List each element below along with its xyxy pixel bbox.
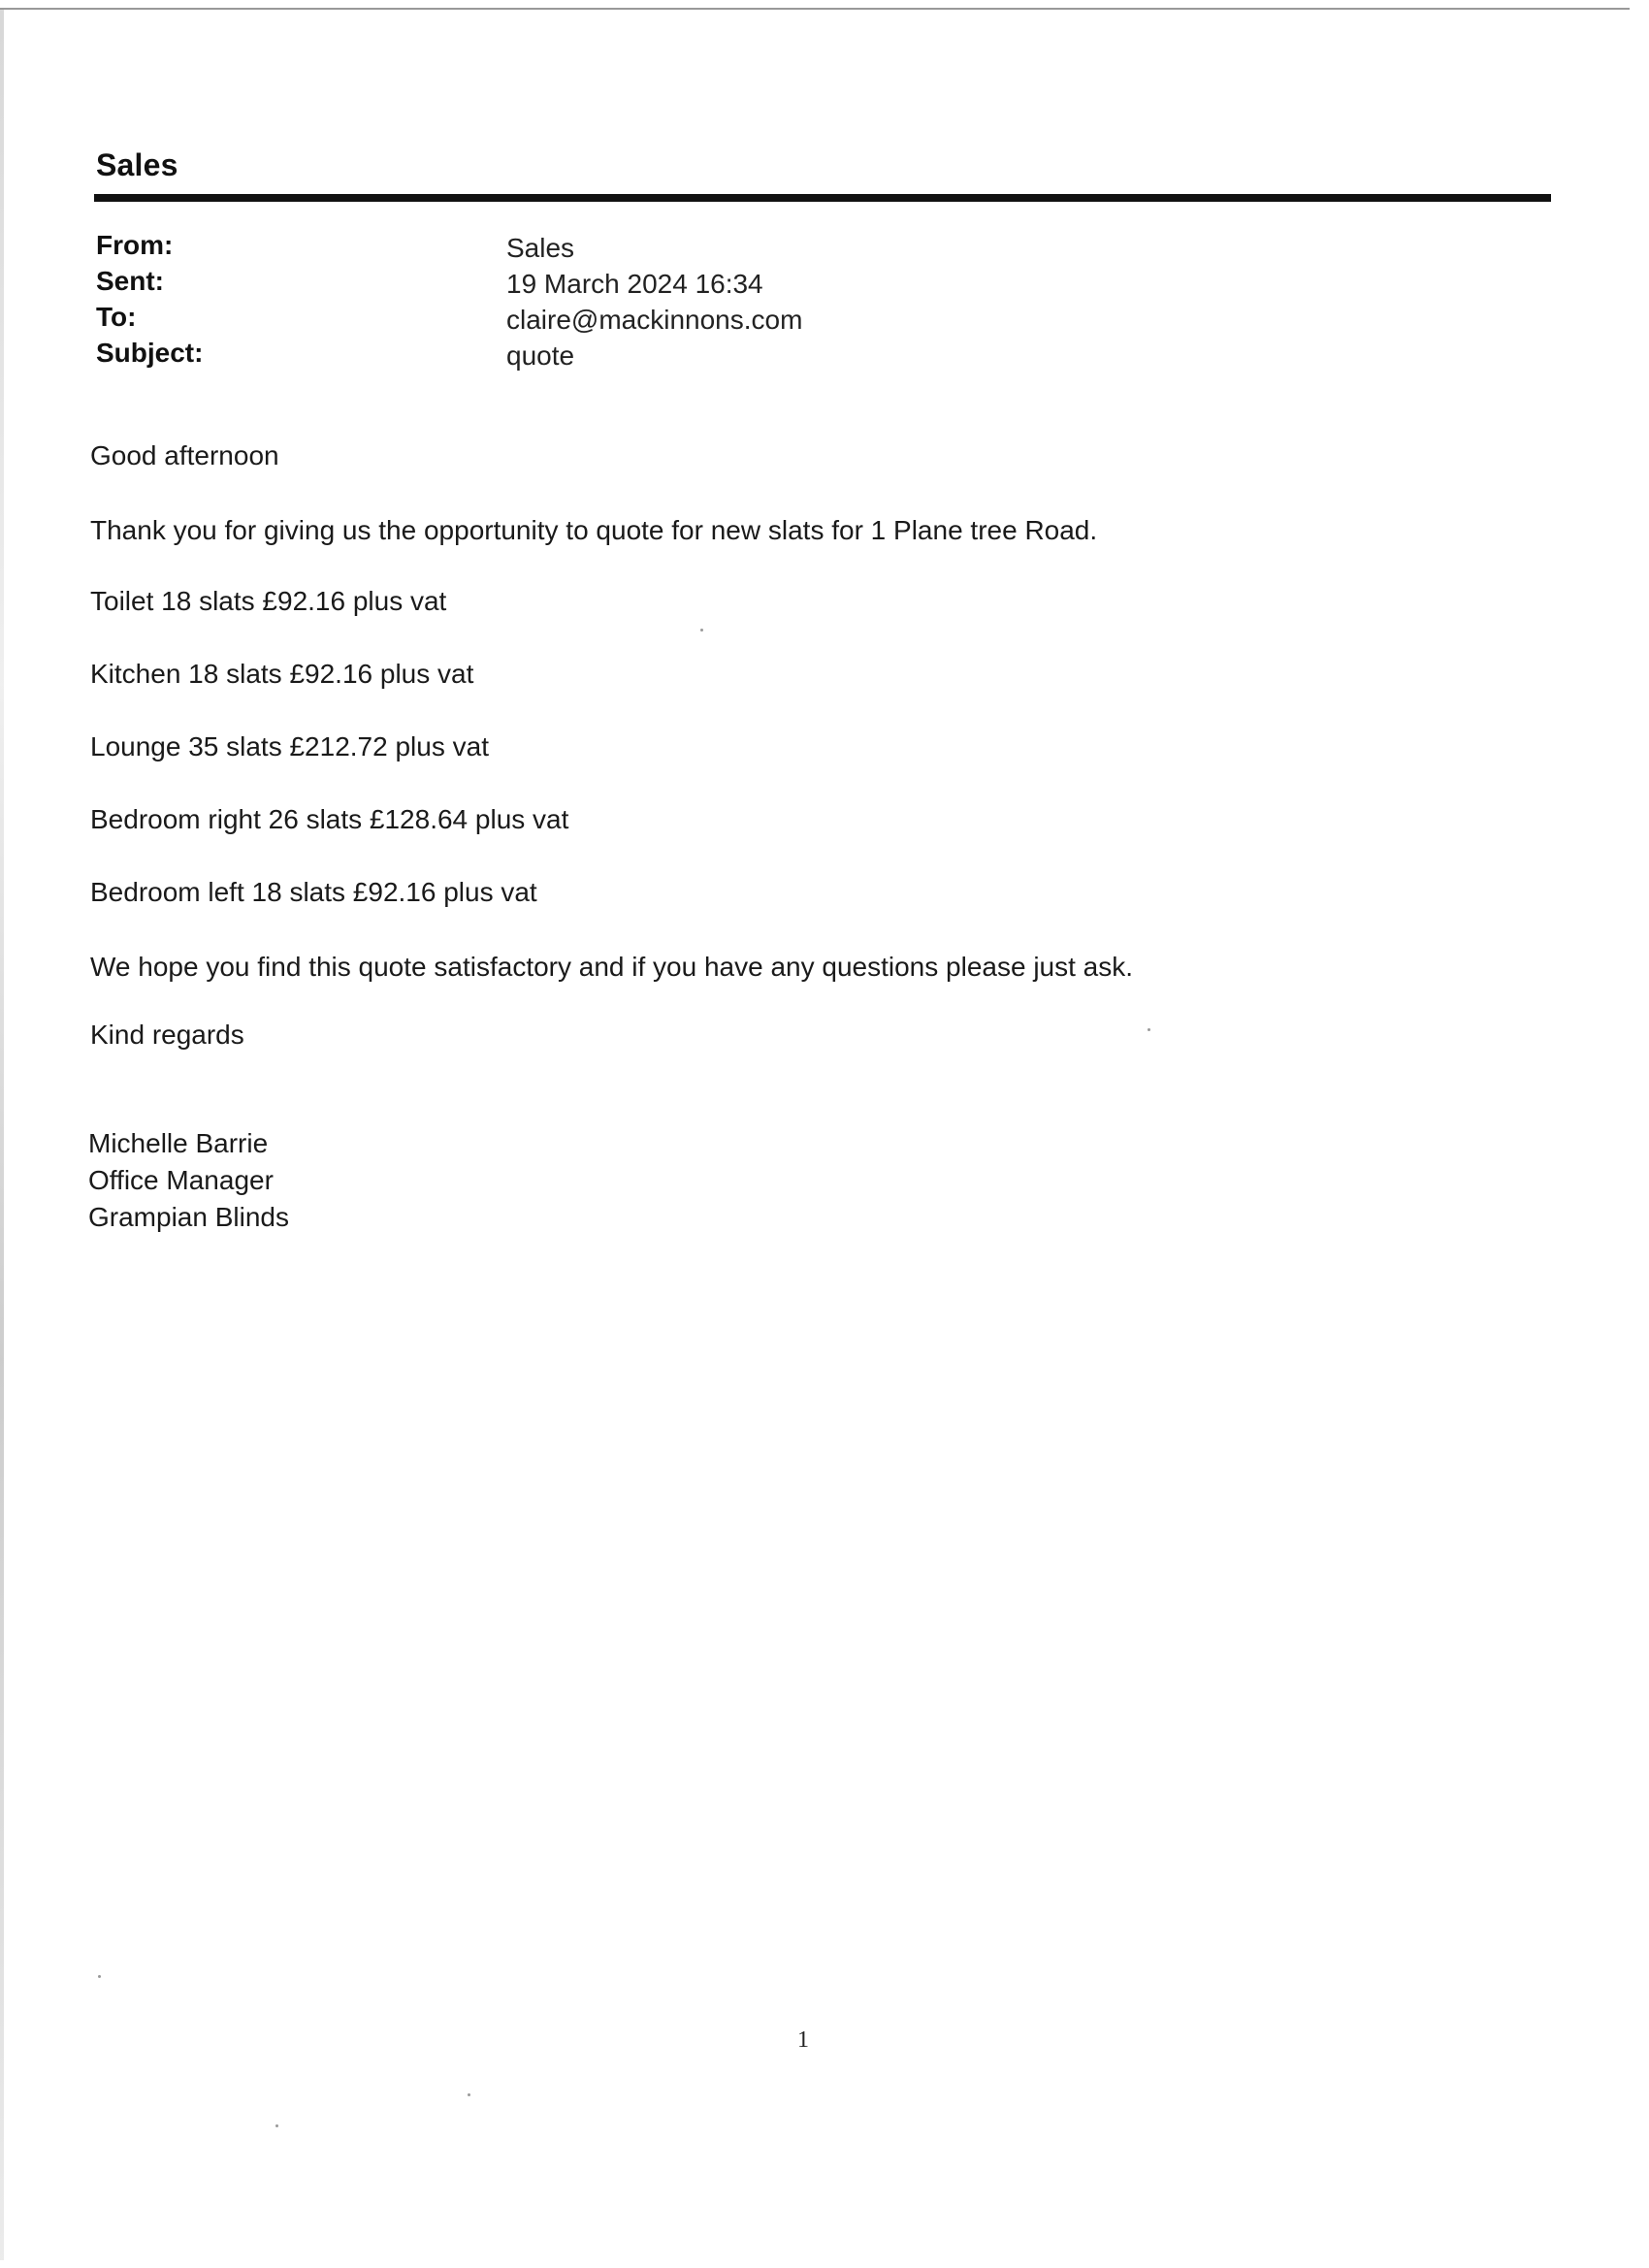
scan-speck — [1148, 1028, 1150, 1031]
quote-line-lounge: Lounge 35 slats £212.72 plus vat — [90, 731, 489, 761]
from-label: From: — [96, 230, 174, 260]
intro-paragraph: Thank you for giving us the opportunity to quote for new slats for 1 Plane tree Road. — [90, 515, 1098, 545]
closing-note: We hope you find this quote satisfactory and if you have any questions please just ask. — [90, 952, 1134, 982]
scan-left-shadow — [0, 10, 4, 2260]
scan-speck — [468, 2093, 470, 2096]
signature-role: Office Manager — [88, 1165, 274, 1195]
sent-value: 19 March 2024 16:34 — [506, 269, 763, 299]
to-value: claire@mackinnons.com — [506, 305, 803, 335]
to-label: To: — [96, 302, 137, 332]
subject-value: quote — [506, 340, 575, 371]
quote-line-bedroom-right: Bedroom right 26 slats £128.64 plus vat — [90, 804, 569, 834]
scan-edge-line — [0, 8, 1630, 10]
page-title: Sales — [96, 147, 178, 182]
signature-name: Michelle Barrie — [88, 1128, 269, 1158]
quote-line-kitchen: Kitchen 18 slats £92.16 plus vat — [90, 659, 474, 689]
signature-block — [88, 1125, 289, 1236]
subject-label: Subject: — [96, 338, 204, 368]
scan-speck — [98, 1975, 101, 1978]
scan-speck — [700, 629, 703, 632]
from-value: Sales — [506, 233, 575, 263]
scan-speck — [275, 2124, 278, 2127]
quote-line-toilet: Toilet 18 slats £92.16 plus vat — [90, 586, 447, 616]
title-divider — [94, 194, 1551, 202]
sign-off: Kind regards — [90, 1020, 244, 1050]
quote-line-bedroom-left: Bedroom left 18 slats £92.16 plus vat — [90, 877, 537, 907]
page-number: 1 — [797, 2027, 809, 2053]
greeting: Good afternoon — [90, 440, 279, 470]
signature-company: Grampian Blinds — [88, 1202, 289, 1232]
sent-label: Sent: — [96, 266, 164, 296]
